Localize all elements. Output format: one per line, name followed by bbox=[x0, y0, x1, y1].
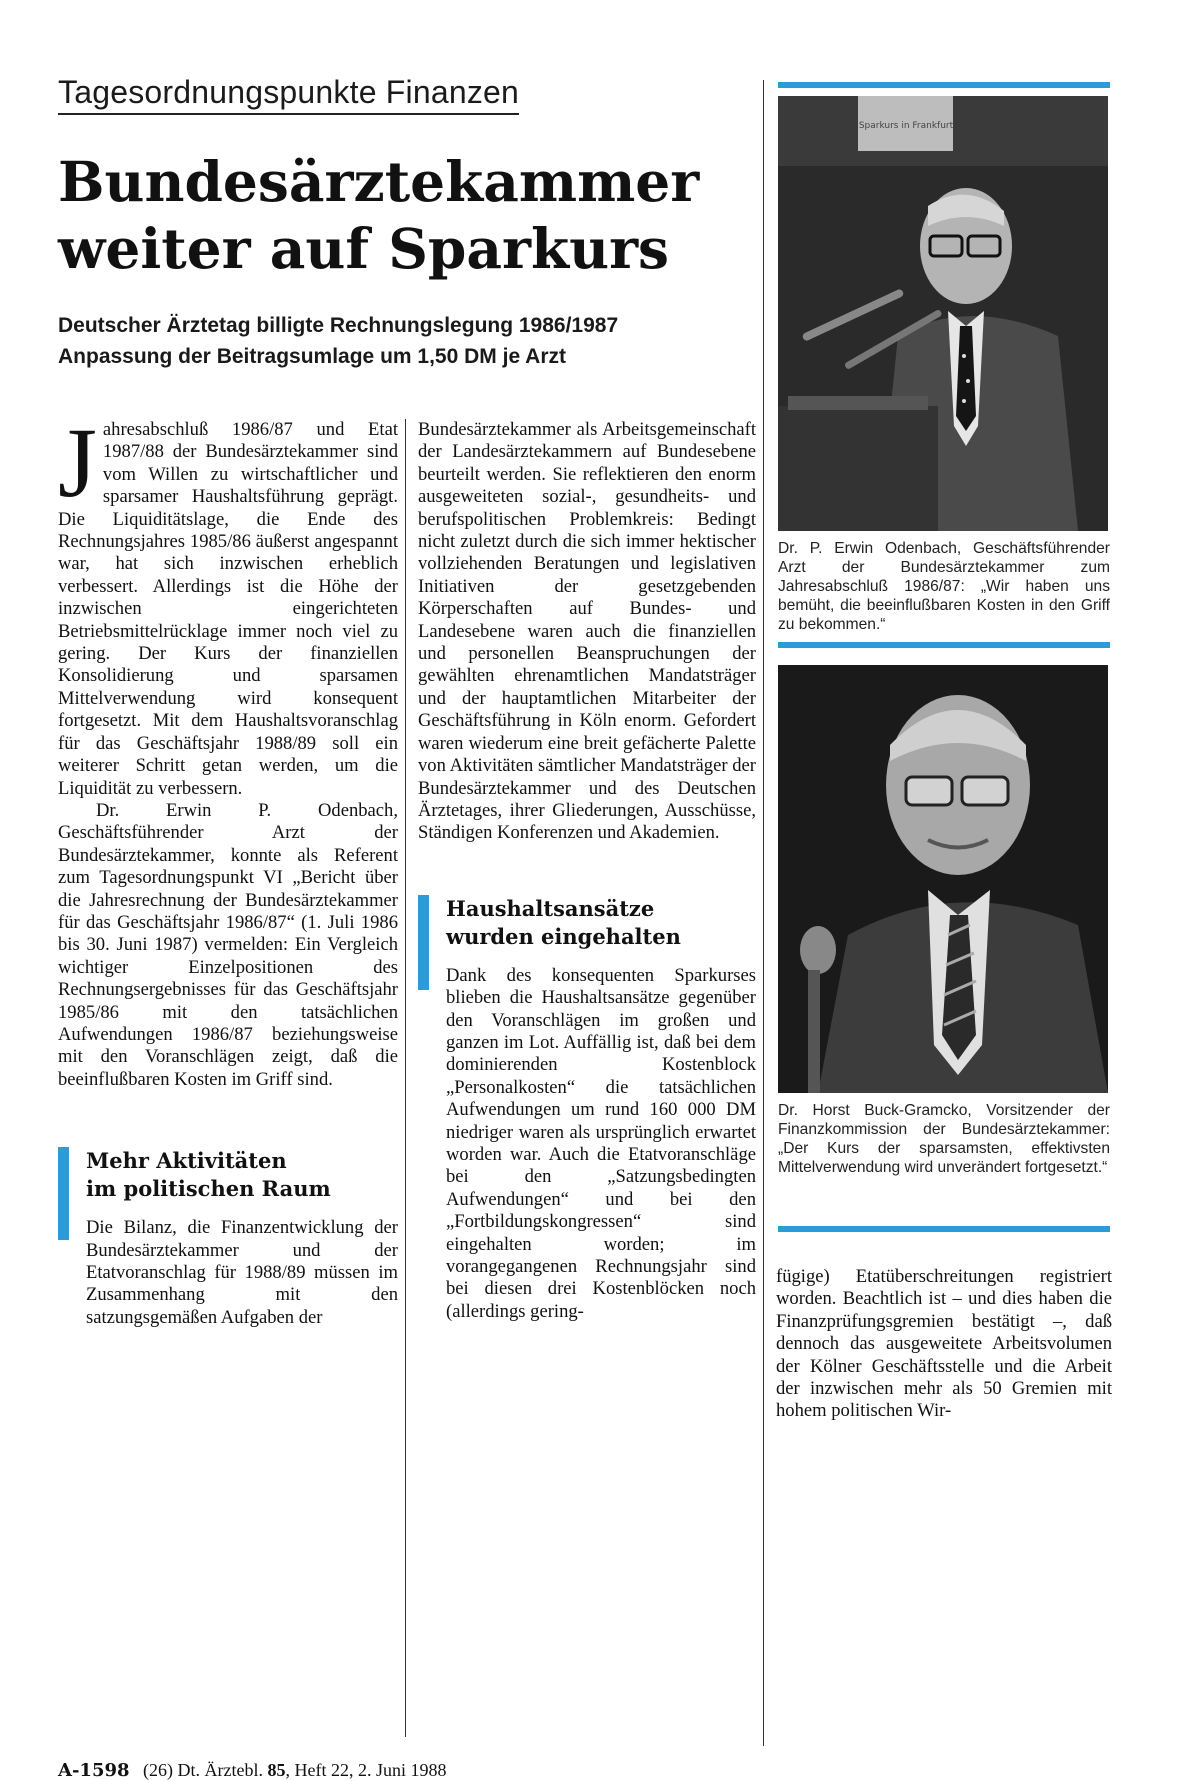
article-column-2 bbox=[418, 419, 756, 1331]
article-paragraph: Bundesärztekammer als Arbeitsgemeinschaft der Landesärztekammern auf Bundesebene beurteilt werden. Sie reflektieren den enorm ausgeweiteten sozial-, gesundheits- und berufspolitischen Problemkreis: Bedingt nicht zuletzt durch die sich immer hektischer vollziehenden Beratungen und legislativen Initiativen der gesetzgebenden Körperschaften auf Bundes- und Landesebene waren auch die finanziellen und personellen Beanspruchungen der gewählten ehrenamtlichen Mandatsträger und der hauptamtlichen Mitarbeiter der Geschäftsführung in Köln enorm. Gefordert waren wiederum eine breit gefächerte Palette von Aktivitäten sämtlicher Mandatsträger der Bundesärztekammer und des Deutschen Ärztetages, ihrer Gliederungen, Ausschüsse, Ständigen Konferenzen und Akademien. bbox=[418, 419, 756, 844]
headline-line-2: weiter auf Sparkurs bbox=[58, 216, 670, 281]
accent-rule bbox=[778, 1226, 1110, 1232]
photo-caption: Dr. Horst Buck-Gramcko, Vorsitzender der Finanzkommission der Bundesärztekammer: „Der Kurs der sparsamsten, effektivsten Mittelverwendung wird unverändert fortgesetzt.“ bbox=[778, 1102, 1110, 1176]
photo-speaker-buck-gramcko bbox=[778, 665, 1108, 1093]
subhead-line-2: im politischen Raum bbox=[86, 1176, 331, 1202]
subhead-block bbox=[58, 1147, 398, 1329]
headline bbox=[58, 148, 778, 282]
page-number: A-1598 bbox=[58, 1760, 130, 1781]
paragraph-text: ahresabschluß 1986/87 und Etat 1987/88 der Bundesärztekammer sind vom Willen zu wirtschaftlicher und sparsamer Haushaltsführung geprägt. Die Liquiditätslage, die Ende des Rechnungsjahres 1985/86 äußerst angespannt war, hat sich inzwischen erheblich verbessert. Allerdings ist die Höhe der inzwischen eingerichteten Betriebsmittelrücklage immer noch viel zu gering. Der Kurs der finanziellen Konsolidierung und sparsamen Mittelverwendung wird konsequent fortgesetzt. Mit dem Haushaltsvoranschlag für das Geschäftsjahr 1988/89 soll ein weiterer Schritt getan werden, um die Liquidität zu verbessern. bbox=[58, 419, 398, 799]
subhead-accent-bar bbox=[58, 1147, 69, 1240]
photo-caption: Dr. P. Erwin Odenbach, Geschäftsführender Arzt der Bundesärztekammer zum Jahresabschluß 1986/87: „Wir haben uns bemüht, die beeinflußbaren Kosten in den Griff zu bekommen.“ bbox=[778, 540, 1110, 633]
subheadline bbox=[58, 310, 788, 372]
subhead bbox=[58, 1147, 398, 1203]
section-label: Tagesordnungspunkte Finanzen bbox=[58, 74, 519, 115]
photo-speaker-odenbach bbox=[778, 96, 1108, 531]
column-divider bbox=[405, 419, 406, 1737]
photo-block bbox=[778, 665, 1110, 1177]
subheadline-line-1: Deutscher Ärztetag billigte Rechnungslegung 1986/1987 bbox=[58, 314, 619, 337]
article-column-3 bbox=[776, 1266, 1112, 1423]
article-paragraph: fügige) Etatüberschreitungen registriert worden. Beachtlich ist – und dies haben die Finanzprüfungsgremien bestätigt –, daß dennoch das ausgeweitete Arbeitsvolumen der Kölner Geschäftsstelle und die Arbeit der inzwischen mehr als 50 Gremien mit hohem politischen Wir- bbox=[776, 1266, 1112, 1422]
column-divider bbox=[763, 80, 764, 1746]
accent-rule bbox=[778, 82, 1110, 88]
banner-text: Sparkurs in Frankfurt bbox=[858, 121, 954, 131]
subheadline-line-2: Anpassung der Beitragsumlage um 1,50 DM je Arzt bbox=[58, 345, 567, 368]
publication-ref: (26) Dt. Ärztebl. 85, Heft 22, 2. Juni 1988 bbox=[143, 1760, 447, 1780]
page-footer bbox=[58, 1760, 447, 1781]
accent-rule bbox=[778, 642, 1110, 648]
speaker-photo-illustration bbox=[778, 96, 1108, 531]
subhead-line-1: Haushaltsansätze bbox=[446, 895, 655, 921]
subhead-line-1: Mehr Aktivitäten bbox=[86, 1148, 287, 1174]
speaker-photo-illustration bbox=[778, 665, 1108, 1093]
subhead-block bbox=[418, 895, 756, 1324]
photo-block bbox=[778, 82, 1110, 634]
article-paragraph bbox=[58, 407, 398, 800]
article-paragraph: Dank des konsequenten Sparkurses blieben die Haushaltsansätze gegenüber den Voranschlägen im großen und ganzen im Lot. Auffällig ist, daß bei dem dominierenden Kostenblock „Personalkosten“ die tatsächlichen Aufwendungen um rund 160 000 DM niedriger waren als ursprünglich erwartet worden war. Auch die Etatvoranschläge bei den „Satzungsbedingten Aufwendungen“ und bei den „Fortbildungskongressen“ sind eingehalten worden; im vorangegangenen Rechnungsjahr sind bei diesen drei Kostenblöcken noch (allerdings gering- bbox=[446, 964, 756, 1322]
drop-cap: J bbox=[58, 407, 97, 518]
subhead bbox=[418, 895, 756, 951]
subhead-line-2: wurden eingehalten bbox=[446, 923, 681, 949]
headline-line-1: Bundesärztekammer bbox=[58, 149, 700, 214]
subhead-accent-bar bbox=[418, 895, 429, 990]
article-column-1 bbox=[58, 407, 398, 1337]
article-paragraph: Dr. Erwin P. Odenbach, Geschäftsführender Arzt der Bundesärztekammer, konnte als Referent zum Tagesordnungspunkt VI „Bericht über die Jahresrechnung der Bundesärztekammer für das Geschäftsjahr 1986/87“ (1. Juli 1986 bis 30. Juni 1987) vermelden: Ein Vergleich wichtiger Einzelpositionen des Rechnungsergebnisses für das Geschäftsjahr 1985/86 mit den tatsächlichen Aufwendungen 1986/87 beziehungsweise mit den Voranschlägen zeigt, daß die beeinflußbaren Kosten im Griff sind. bbox=[58, 799, 398, 1090]
article-paragraph: Die Bilanz, die Finanzentwicklung der Bundesärztekammer und der Etatvoranschlag für 1988/89 müssen im Zusammenhang mit den satzungsgemäßen Aufgaben der bbox=[86, 1217, 398, 1328]
